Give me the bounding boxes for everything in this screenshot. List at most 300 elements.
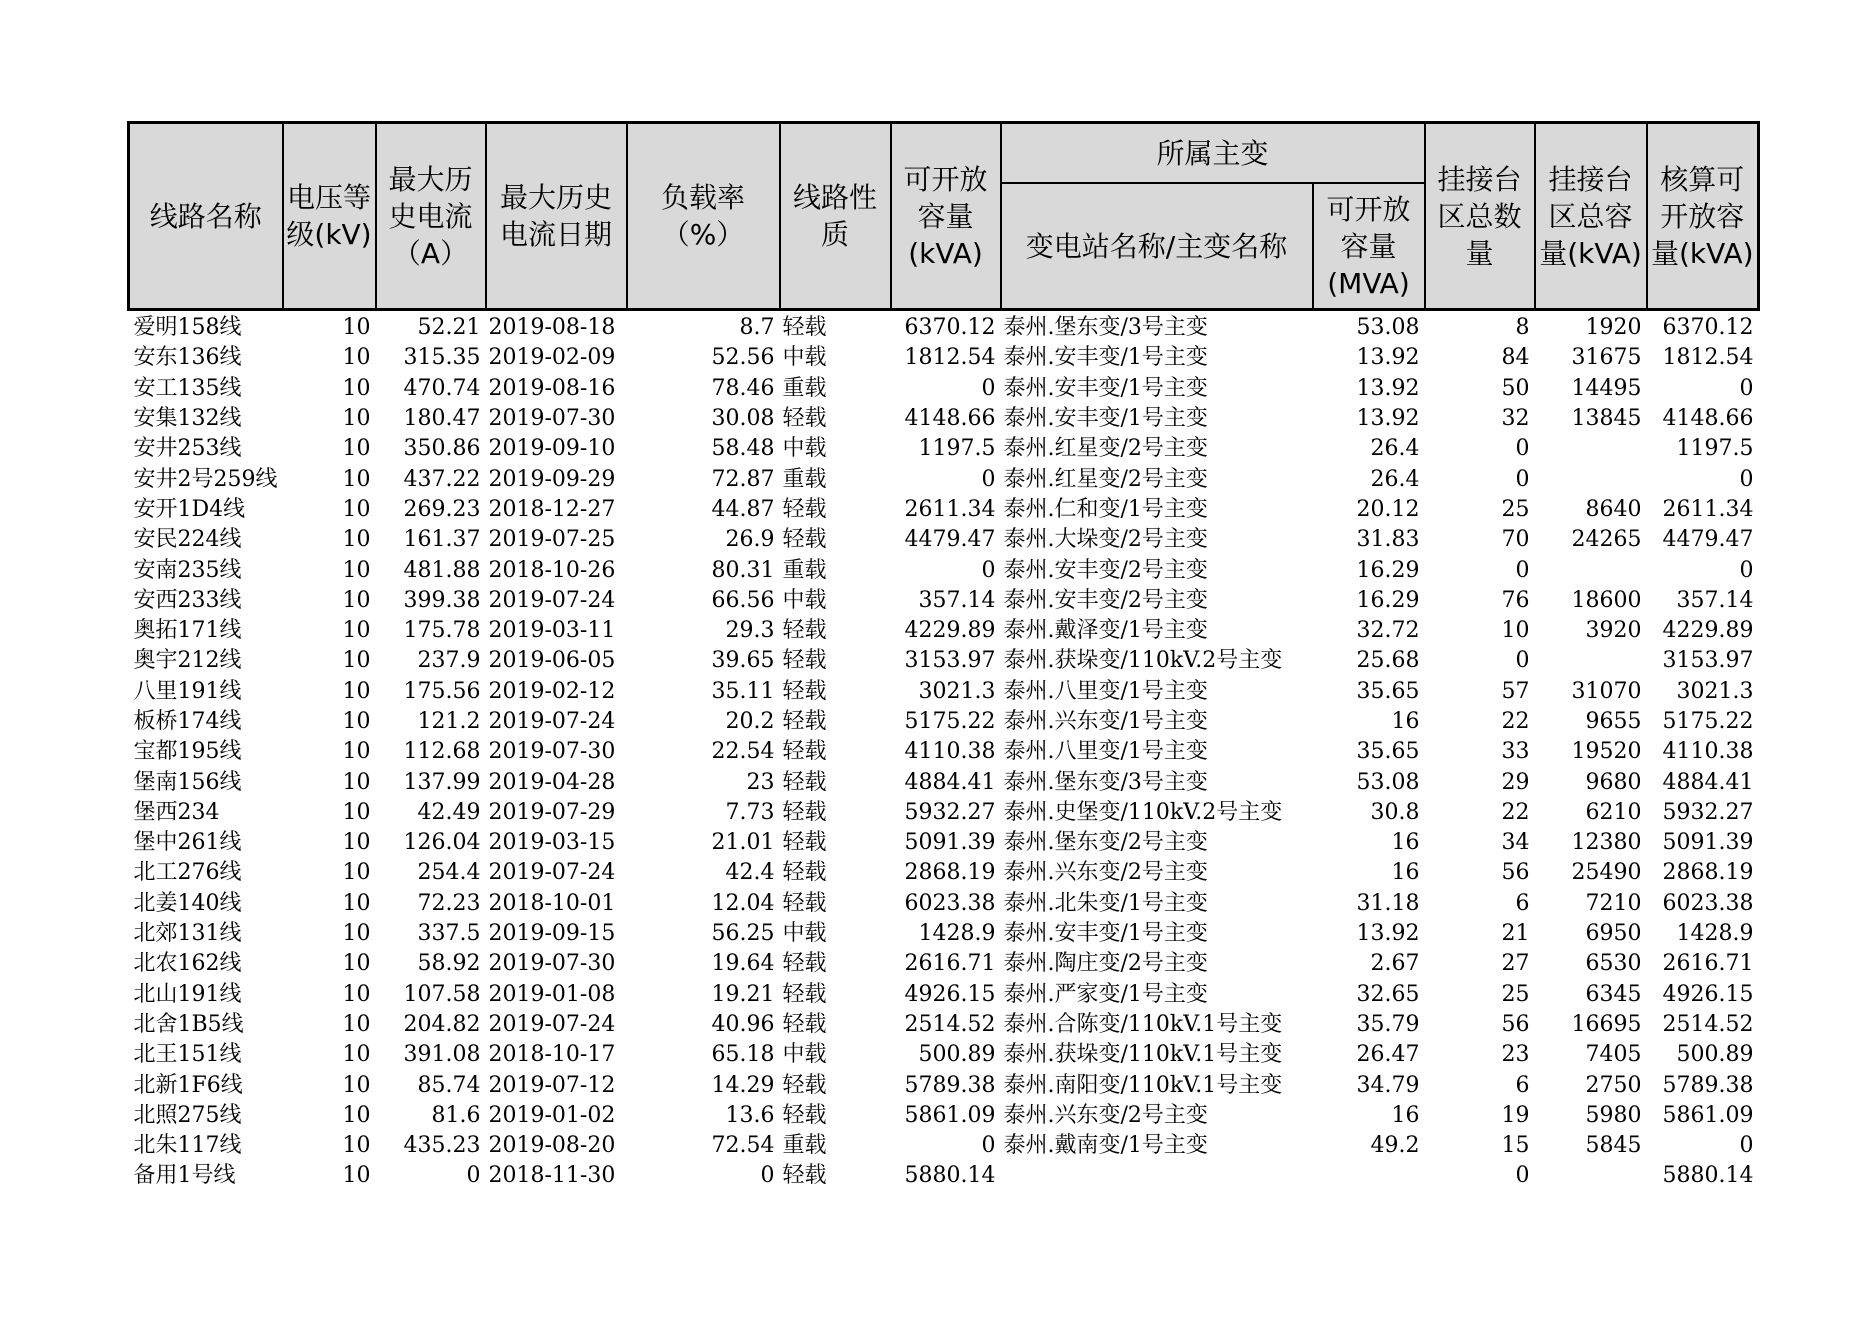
cell-calc-capacity: 2868.19: [1662, 860, 1754, 886]
cell-load-rate: 35.11: [711, 678, 775, 704]
cell-calc-capacity: 1197.5: [1676, 436, 1754, 462]
cell-load-rate: 65.18: [711, 1042, 775, 1068]
cell-voltage: 10: [342, 557, 371, 583]
cell-max-current: 470.74: [403, 375, 481, 401]
table-row: [129, 677, 1759, 707]
cell-load-rate: 23: [746, 769, 775, 795]
cell-max-current: 437.22: [403, 466, 481, 492]
cell-station-capacity: [1313, 1161, 1425, 1191]
cell-max-current-date: 2019-01-08: [488, 981, 616, 1007]
table-row: [129, 1131, 1759, 1161]
cell-load-rate: 12.04: [711, 890, 775, 916]
table-row: [129, 707, 1759, 737]
cell-load-rate: 72.54: [711, 1133, 775, 1159]
cell-load-rate: 19.64: [711, 951, 775, 977]
cell-station-name: 泰州.兴东变/2号主变: [1003, 1102, 1208, 1128]
cell-line-name: 安东136线: [133, 345, 242, 371]
cell-open-capacity: 6023.38: [904, 890, 996, 916]
cell-max-current: 126.04: [403, 830, 481, 856]
cell-station-capacity: 31.83: [1356, 527, 1420, 553]
cell-taiqu-count: 0: [1515, 1163, 1530, 1189]
cell-max-current: 112.68: [403, 739, 481, 765]
cell-calc-capacity: 0: [1739, 466, 1754, 492]
cell-line-nature: 轻载: [782, 527, 827, 553]
cell-max-current: 52.21: [417, 315, 481, 341]
cell-max-current-date: 2019-07-29: [488, 799, 616, 825]
cell-open-capacity: 2868.19: [904, 860, 996, 886]
cell-station-capacity: 30.8: [1370, 799, 1420, 825]
cell-taiqu-count: 23: [1501, 1042, 1530, 1068]
cell-line-name: 安井253线: [133, 436, 242, 462]
header-station-capacity: 可开放容量(MVA): [1313, 183, 1425, 310]
table-row: [129, 464, 1759, 494]
cell-voltage: 10: [342, 799, 371, 825]
cell-max-current: 175.78: [403, 618, 481, 644]
cell-station-capacity: 13.92: [1356, 345, 1420, 371]
cell-line-nature: 中载: [782, 587, 827, 613]
cell-voltage: 10: [342, 951, 371, 977]
cell-open-capacity: 1812.54: [904, 345, 996, 371]
cell-max-current: 137.99: [403, 769, 481, 795]
cell-taiqu-count: 0: [1515, 648, 1530, 674]
header-calc-capacity: 核算可开放容量(kVA): [1647, 123, 1759, 310]
cell-open-capacity: 4110.38: [904, 739, 996, 765]
header-open-capacity: 可开放容量(kVA): [891, 123, 1001, 310]
cell-station-name: 泰州.堡东变/3号主变: [1003, 315, 1208, 341]
cell-calc-capacity: 6023.38: [1662, 890, 1754, 916]
cell-taiqu-capacity: 18600: [1571, 587, 1642, 613]
cell-load-rate: 52.56: [711, 345, 775, 371]
cell-taiqu-capacity: 3920: [1585, 618, 1642, 644]
cell-max-current-date: 2019-01-02: [488, 1102, 616, 1128]
cell-max-current-date: 2018-10-01: [488, 890, 616, 916]
cell-voltage: 10: [342, 739, 371, 765]
cell-max-current-date: 2018-12-27: [488, 496, 616, 522]
cell-station-name: 泰州.安丰变/1号主变: [1003, 375, 1208, 401]
cell-voltage: 10: [342, 315, 371, 341]
cell-load-rate: 8.7: [739, 315, 775, 341]
cell-max-current-date: 2019-07-24: [488, 1011, 616, 1037]
cell-station-capacity: 35.79: [1356, 1011, 1420, 1037]
cell-station-capacity: 16: [1391, 860, 1420, 886]
cell-open-capacity: 0: [981, 466, 996, 492]
cell-max-current-date: 2019-07-12: [488, 1072, 616, 1098]
cell-line-nature: 轻载: [782, 769, 827, 795]
cell-taiqu-capacity: 31675: [1571, 345, 1642, 371]
cell-max-current-date: 2019-04-28: [488, 769, 616, 795]
cell-max-current: 81.6: [431, 1102, 481, 1128]
table-row: [129, 616, 1759, 646]
cell-max-current: 0: [466, 1163, 481, 1189]
cell-taiqu-count: 21: [1501, 921, 1530, 947]
cell-open-capacity: 4229.89: [904, 618, 996, 644]
cell-taiqu-capacity: 1920: [1585, 315, 1642, 341]
table-row: [129, 404, 1759, 434]
cell-calc-capacity: 2616.71: [1662, 951, 1754, 977]
cell-station-name: 泰州.史堡变/110kV.2号主变: [1003, 799, 1283, 825]
table-row: [129, 525, 1759, 555]
cell-taiqu-capacity: 2750: [1585, 1072, 1642, 1098]
cell-load-rate: 56.25: [711, 921, 775, 947]
cell-taiqu-capacity: 9680: [1585, 769, 1642, 795]
cell-calc-capacity: 5861.09: [1662, 1102, 1754, 1128]
cell-station-capacity: 2.67: [1370, 951, 1420, 977]
cell-taiqu-count: 8: [1515, 315, 1530, 341]
cell-max-current-date: 2019-09-29: [488, 466, 616, 492]
cell-taiqu-capacity: 6210: [1585, 799, 1642, 825]
cell-station-name: 泰州.安丰变/2号主变: [1003, 587, 1208, 613]
cell-line-nature: 重载: [782, 557, 827, 583]
cell-station-capacity: 16: [1391, 709, 1420, 734]
cell-voltage: 10: [342, 981, 371, 1007]
cell-load-rate: 20.2: [725, 709, 775, 734]
cell-voltage: 10: [342, 406, 371, 432]
cell-load-rate: 0: [760, 1163, 775, 1189]
cell-station-capacity: 16.29: [1356, 557, 1420, 583]
cell-line-name: 北工276线: [133, 860, 242, 886]
cell-max-current: 391.08: [403, 1042, 481, 1068]
table-row: [129, 555, 1759, 585]
cell-line-nature: 轻载: [782, 315, 827, 341]
cell-taiqu-capacity: 6950: [1585, 921, 1642, 947]
cell-open-capacity: 0: [981, 375, 996, 401]
cell-line-nature: 中载: [782, 436, 827, 462]
cell-load-rate: 40.96: [711, 1011, 775, 1037]
cell-max-current-date: 2019-02-09: [488, 345, 616, 371]
cell-station-capacity: 53.08: [1356, 315, 1420, 341]
header-voltage: 电压等级(kV): [283, 123, 376, 310]
cell-calc-capacity: 2611.34: [1662, 496, 1754, 522]
cell-line-name: 安工135线: [133, 375, 242, 401]
cell-max-current-date: 2019-09-15: [488, 921, 616, 947]
cell-taiqu-capacity: 7405: [1585, 1042, 1642, 1068]
cell-line-nature: 轻载: [782, 496, 827, 522]
cell-line-nature: 轻载: [782, 981, 827, 1007]
table-row: [129, 737, 1759, 767]
cell-taiqu-count: 22: [1501, 709, 1530, 734]
cell-station-capacity: 26.47: [1356, 1042, 1420, 1068]
cell-line-nature: 中载: [782, 921, 827, 947]
cell-open-capacity: 5789.38: [904, 1072, 996, 1098]
cell-station-capacity: 16.29: [1356, 587, 1420, 613]
cell-load-rate: 72.87: [711, 466, 775, 492]
cell-max-current-date: 2019-06-05: [488, 648, 616, 674]
cell-open-capacity: 4884.41: [904, 769, 996, 795]
cell-max-current: 85.74: [417, 1072, 481, 1098]
cell-voltage: 10: [342, 830, 371, 856]
cell-line-nature: 轻载: [782, 860, 827, 886]
cell-calc-capacity: 4110.38: [1662, 739, 1754, 765]
cell-calc-capacity: 5091.39: [1662, 830, 1754, 856]
cell-station-name: 泰州.八里变/1号主变: [1003, 739, 1208, 765]
header-line-name: 线路名称: [129, 123, 283, 310]
cell-calc-capacity: 1428.9: [1676, 921, 1754, 947]
table-row: [129, 646, 1759, 676]
cell-line-name: 奥宇212线: [133, 648, 242, 674]
cell-station-name: 泰州.红星变/2号主变: [1003, 466, 1208, 492]
cell-line-nature: 重载: [782, 1133, 827, 1159]
cell-taiqu-capacity: 7210: [1585, 890, 1642, 916]
cell-open-capacity: 5175.22: [904, 709, 996, 734]
cell-station-name: 泰州.戴泽变/1号主变: [1003, 618, 1208, 644]
cell-max-current-date: 2019-07-30: [488, 406, 616, 432]
cell-taiqu-capacity: 6530: [1585, 951, 1642, 977]
cell-voltage: 10: [342, 345, 371, 371]
cell-taiqu-count: 0: [1515, 466, 1530, 492]
cell-voltage: 10: [342, 436, 371, 462]
cell-taiqu-capacity: 9655: [1585, 709, 1642, 734]
cell-open-capacity: 4479.47: [904, 527, 996, 553]
cell-open-capacity: 3153.97: [904, 648, 996, 674]
cell-open-capacity: 5861.09: [904, 1102, 996, 1128]
cell-voltage: 10: [342, 1042, 371, 1068]
cell-station-capacity: 26.4: [1370, 466, 1420, 492]
cell-station-name: 泰州.获垛变/110kV.2号主变: [1003, 648, 1283, 674]
cell-voltage: 10: [342, 375, 371, 401]
cell-voltage: 10: [342, 1133, 371, 1159]
cell-max-current: 254.4: [417, 860, 481, 886]
cell-line-nature: 轻载: [782, 709, 827, 734]
cell-max-current-date: 2019-07-30: [488, 951, 616, 977]
cell-line-nature: 重载: [782, 375, 827, 401]
cell-station-capacity: 53.08: [1356, 769, 1420, 795]
cell-load-rate: 78.46: [711, 375, 775, 401]
cell-open-capacity: 5880.14: [904, 1163, 996, 1189]
cell-load-rate: 22.54: [711, 739, 775, 765]
cell-load-rate: 13.6: [725, 1102, 775, 1128]
cell-line-name: 北朱117线: [133, 1133, 242, 1159]
cell-load-rate: 80.31: [711, 557, 775, 583]
cell-voltage: 10: [342, 921, 371, 947]
cell-load-rate: 39.65: [711, 648, 775, 674]
cell-calc-capacity: 0: [1739, 375, 1754, 401]
cell-taiqu-capacity: 8640: [1585, 496, 1642, 522]
cell-open-capacity: 3021.3: [918, 678, 996, 704]
cell-station-capacity: 13.92: [1356, 406, 1420, 432]
cell-taiqu-capacity: [1535, 434, 1647, 464]
cell-open-capacity: 2611.34: [904, 496, 996, 522]
cell-station-name: 泰州.兴东变/1号主变: [1003, 709, 1208, 734]
cell-load-rate: 29.3: [725, 618, 775, 644]
cell-load-rate: 30.08: [711, 406, 775, 432]
cell-line-name: 堡西234: [133, 799, 220, 825]
cell-max-current: 180.47: [403, 406, 481, 432]
cell-voltage: 10: [342, 618, 371, 644]
cell-voltage: 10: [342, 1011, 371, 1037]
cell-taiqu-count: 15: [1501, 1133, 1530, 1159]
cell-station-name: 泰州.南阳变/110kV.1号主变: [1003, 1072, 1283, 1098]
cell-taiqu-count: 34: [1501, 830, 1530, 856]
cell-station-capacity: 35.65: [1356, 678, 1420, 704]
cell-taiqu-count: 32: [1501, 406, 1530, 432]
cell-load-rate: 44.87: [711, 496, 775, 522]
cell-load-rate: 19.21: [711, 981, 775, 1007]
cell-taiqu-capacity: [1535, 646, 1647, 676]
cell-taiqu-capacity: 5845: [1585, 1133, 1642, 1159]
cell-taiqu-count: 10: [1501, 618, 1530, 644]
cell-taiqu-count: 57: [1501, 678, 1530, 704]
header-main-transformer: 所属主变: [1001, 123, 1425, 184]
table-row: [129, 434, 1759, 464]
cell-station-name: 泰州.获垛变/110kV.1号主变: [1003, 1042, 1283, 1068]
table-row: [129, 1010, 1759, 1040]
cell-line-nature: 轻载: [782, 406, 827, 432]
cell-max-current-date: 2018-10-26: [488, 557, 616, 583]
cell-line-name: 北照275线: [133, 1102, 242, 1128]
header-taiqu-capacity: 挂接台区总容量(kVA): [1535, 123, 1647, 310]
cell-load-rate: 66.56: [711, 587, 775, 613]
cell-open-capacity: 0: [981, 557, 996, 583]
cell-taiqu-count: 56: [1501, 1011, 1530, 1037]
cell-calc-capacity: 5880.14: [1662, 1163, 1754, 1189]
cell-line-name: 北王151线: [133, 1042, 242, 1068]
cell-calc-capacity: 4479.47: [1662, 527, 1754, 553]
cell-load-rate: 14.29: [711, 1072, 775, 1098]
cell-line-nature: 轻载: [782, 648, 827, 674]
cell-max-current: 42.49: [417, 799, 481, 825]
cell-voltage: 10: [342, 587, 371, 613]
cell-line-name: 北姜140线: [133, 890, 242, 916]
cell-station-name: 泰州.红星变/2号主变: [1003, 436, 1208, 462]
cell-station-capacity: 49.2: [1370, 1133, 1420, 1159]
table-row: [129, 586, 1759, 616]
cell-line-nature: 轻载: [782, 951, 827, 977]
cell-max-current-date: 2019-08-16: [488, 375, 616, 401]
cell-max-current-date: 2019-03-15: [488, 830, 616, 856]
header-max-current-date: 最大历史电流日期: [486, 123, 627, 310]
cell-open-capacity: 357.14: [918, 587, 996, 613]
cell-max-current: 175.56: [403, 678, 481, 704]
cell-load-rate: 21.01: [711, 830, 775, 856]
cell-station-name: 泰州.合陈变/110kV.1号主变: [1003, 1011, 1283, 1037]
cell-open-capacity: 0: [981, 1133, 996, 1159]
cell-taiqu-capacity: 12380: [1571, 830, 1642, 856]
cell-line-nature: 轻载: [782, 830, 827, 856]
cell-taiqu-count: 27: [1501, 951, 1530, 977]
cell-calc-capacity: 5175.22: [1662, 709, 1754, 734]
cell-max-current-date: 2019-07-30: [488, 739, 616, 765]
table-row: [129, 767, 1759, 797]
cell-calc-capacity: 3021.3: [1676, 678, 1754, 704]
cell-load-rate: 58.48: [711, 436, 775, 462]
cell-max-current-date: 2019-08-20: [488, 1133, 616, 1159]
cell-station-name: 泰州.堡东变/2号主变: [1003, 830, 1208, 856]
cell-line-nature: 轻载: [782, 1011, 827, 1037]
cell-voltage: 10: [342, 1163, 371, 1189]
cell-line-nature: 中载: [782, 1042, 827, 1068]
cell-calc-capacity: 0: [1739, 557, 1754, 583]
cell-taiqu-capacity: 6345: [1585, 981, 1642, 1007]
table-row: [129, 1040, 1759, 1070]
cell-max-current-date: 2019-09-10: [488, 436, 616, 462]
cell-load-rate: 7.73: [725, 799, 775, 825]
cell-max-current: 237.9: [417, 648, 481, 674]
cell-station-name: 泰州.北朱变/1号主变: [1003, 890, 1208, 916]
table-row: [129, 949, 1759, 979]
cell-line-name: 奥拓171线: [133, 618, 242, 644]
cell-max-current-date: 2019-07-24: [488, 587, 616, 613]
cell-max-current: 337.5: [417, 921, 481, 947]
cell-line-nature: 轻载: [782, 1072, 827, 1098]
cell-max-current-date: 2019-08-18: [488, 315, 616, 341]
table-row: [129, 828, 1759, 858]
cell-calc-capacity: 0: [1739, 1133, 1754, 1159]
cell-taiqu-capacity: 31070: [1571, 678, 1642, 704]
cell-taiqu-count: 33: [1501, 739, 1530, 765]
cell-line-nature: 轻载: [782, 1102, 827, 1128]
table-row: [129, 889, 1759, 919]
cell-max-current: 350.86: [403, 436, 481, 462]
cell-line-name: 安民224线: [133, 527, 242, 553]
header-load-rate: 负载率（%）: [627, 123, 780, 310]
cell-station-capacity: 13.92: [1356, 921, 1420, 947]
cell-line-nature: 轻载: [782, 890, 827, 916]
cell-station-name: 泰州.陶庄变/2号主变: [1003, 951, 1208, 977]
cell-line-name: 爱明158线: [133, 315, 242, 341]
cell-line-name: 八里191线: [133, 678, 242, 704]
cell-open-capacity: 4926.15: [904, 981, 996, 1007]
cell-taiqu-capacity: 14495: [1571, 375, 1642, 401]
cell-max-current-date: 2019-07-24: [488, 860, 616, 886]
cell-taiqu-capacity: 19520: [1571, 739, 1642, 765]
table-row: [129, 858, 1759, 888]
cell-station-capacity: 16: [1391, 1102, 1420, 1128]
cell-taiqu-count: 25: [1501, 496, 1530, 522]
cell-open-capacity: 1197.5: [918, 436, 996, 462]
cell-calc-capacity: 500.89: [1676, 1042, 1754, 1068]
cell-station-capacity: 31.18: [1356, 890, 1420, 916]
table-row: [129, 1070, 1759, 1100]
cell-calc-capacity: 4229.89: [1662, 618, 1754, 644]
cell-max-current-date: 2019-07-25: [488, 527, 616, 553]
cell-line-name: 北山191线: [133, 981, 242, 1007]
cell-max-current: 58.92: [417, 951, 481, 977]
cell-taiqu-count: 19: [1501, 1102, 1530, 1128]
cell-calc-capacity: 5932.27: [1662, 799, 1754, 825]
cell-max-current: 161.37: [403, 527, 481, 553]
cell-max-current: 481.88: [403, 557, 481, 583]
cell-line-name: 宝都195线: [133, 739, 242, 765]
cell-calc-capacity: 4148.66: [1662, 406, 1754, 432]
line-capacity-sheet: [127, 121, 1757, 1192]
cell-max-current: 435.23: [403, 1133, 481, 1159]
cell-max-current: 121.2: [417, 709, 481, 734]
cell-line-name: 北新1F6线: [133, 1072, 243, 1098]
header-line-nature: 线路性质: [780, 123, 891, 310]
cell-taiqu-count: 50: [1501, 375, 1530, 401]
cell-line-name: 北农162线: [133, 951, 242, 977]
cell-taiqu-count: 0: [1515, 436, 1530, 462]
cell-voltage: 10: [342, 890, 371, 916]
cell-voltage: 10: [342, 466, 371, 492]
cell-line-nature: 轻载: [782, 739, 827, 765]
cell-line-name: 北郊131线: [133, 921, 242, 947]
cell-station-capacity: 20.12: [1356, 496, 1420, 522]
cell-calc-capacity: 3153.97: [1662, 648, 1754, 674]
cell-taiqu-capacity: 25490: [1571, 860, 1642, 886]
cell-voltage: 10: [342, 1072, 371, 1098]
cell-max-current-date: 2019-02-12: [488, 678, 616, 704]
cell-taiqu-capacity: 24265: [1571, 527, 1642, 553]
table-header: [129, 123, 1759, 310]
cell-station-name: 泰州.兴东变/2号主变: [1003, 860, 1208, 886]
cell-taiqu-count: 29: [1501, 769, 1530, 795]
cell-max-current-date: 2019-07-24: [488, 709, 616, 734]
cell-station-capacity: 35.65: [1356, 739, 1420, 765]
cell-line-nature: 轻载: [782, 618, 827, 644]
cell-voltage: 10: [342, 860, 371, 886]
cell-line-nature: 轻载: [782, 678, 827, 704]
